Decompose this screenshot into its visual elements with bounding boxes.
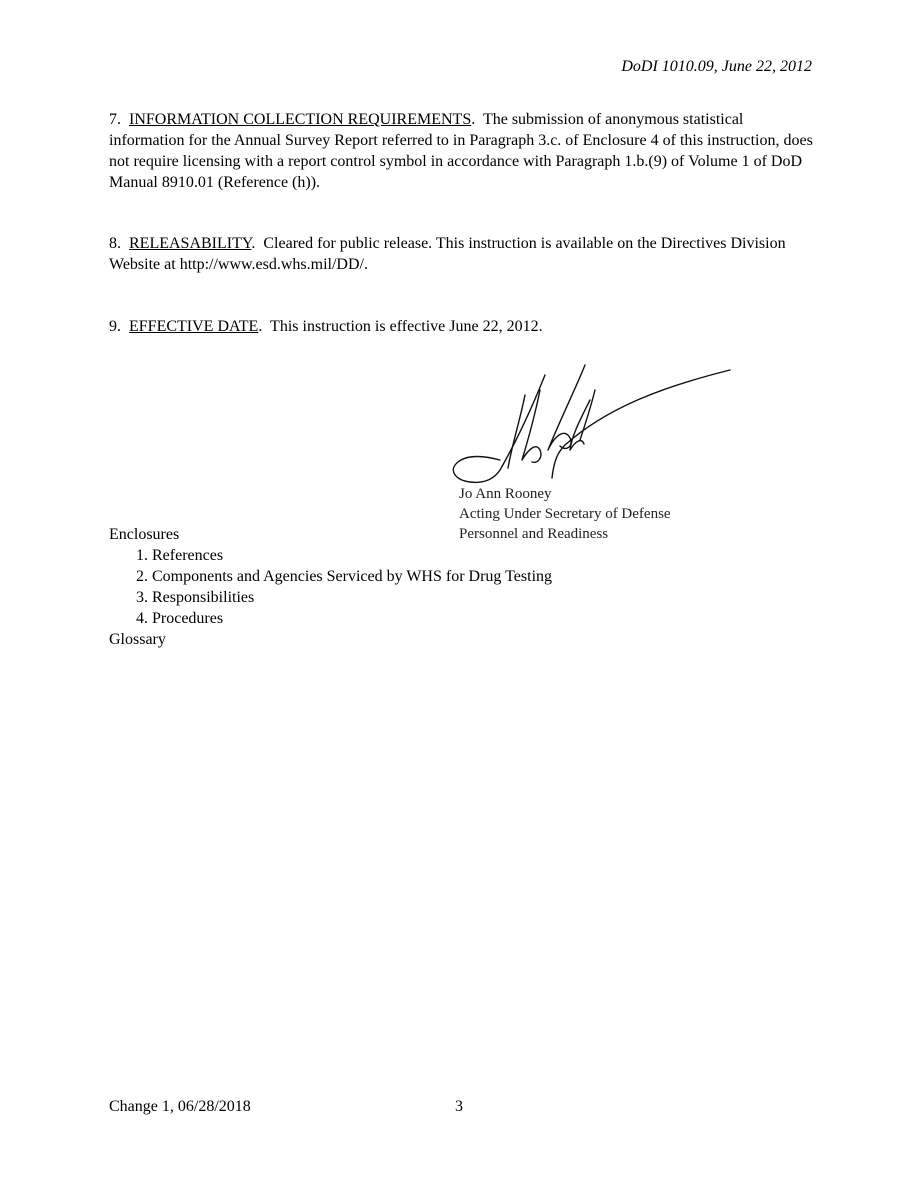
list-item: 1. References	[136, 547, 224, 564]
section-body: Cleared for public release. This instruction is available on the Directives Division Website at http://www.esd.whs.mil/DD/.	[109, 235, 786, 273]
change-footer: Change 1, 06/28/2018	[109, 1098, 251, 1115]
enclosures-section	[109, 524, 552, 650]
signatory-title: Acting Under Secretary of Defense	[459, 506, 671, 522]
page-number: 3	[455, 1098, 463, 1115]
section-effective-date: 9. EFFECTIVE DATE. This instruction is effective June 22, 2012.	[109, 318, 543, 335]
section-body: This instruction is effective June 22, 2012.	[270, 318, 543, 335]
section-number: 8.	[109, 235, 121, 252]
section-heading: INFORMATION COLLECTION REQUIREMENTS	[129, 111, 472, 128]
document-reference-header: DoDI 1010.09, June 22, 2012	[621, 58, 812, 75]
section-releasability: 8. RELEASABILITY. Cleared for public release. This instruction is available on the Directives Division Website at http://www.esd.whs.mil/DD/.	[109, 235, 786, 273]
list-item: 3. Responsibilities	[136, 589, 255, 606]
enclosures-label: Enclosures	[109, 526, 180, 543]
section-number: 7.	[109, 111, 121, 128]
signatory-office: Personnel and Readiness	[459, 526, 609, 542]
section-heading: RELEASABILITY	[129, 235, 252, 252]
section-number: 9.	[109, 318, 121, 335]
enclosures-list	[109, 545, 552, 629]
list-item: 2. Components and Agencies Serviced by WHS for Drug Testing	[136, 568, 553, 585]
list-item: 4. Procedures	[136, 610, 224, 627]
glossary-label: Glossary	[109, 631, 166, 648]
signatory-name: Jo Ann Rooney	[459, 486, 552, 502]
handwritten-signature	[440, 360, 740, 490]
section-body: The submission of anonymous statistical information for the Annual Survey Report referred to in Paragraph 3.c. of Enclosure 4 of this instruction, does not require licensing with a report control symbol in accordance with Paragraph 1.b.(9) of Volume 1 of DoD Manual 8910.01 (Reference (h)).	[109, 111, 813, 191]
section-heading: EFFECTIVE DATE	[129, 318, 259, 335]
section-information-collection: 7. INFORMATION COLLECTION REQUIREMENTS. The submission of anonymous statistical information for the Annual Survey Report referred to in Paragraph 3.c. of Enclosure 4 of this instruction, does not require licensing with a report control symbol in accordance with Paragraph 1.b.(9) of Volume 1 of DoD Manual 8910.01 (Reference (h)).	[109, 111, 813, 191]
